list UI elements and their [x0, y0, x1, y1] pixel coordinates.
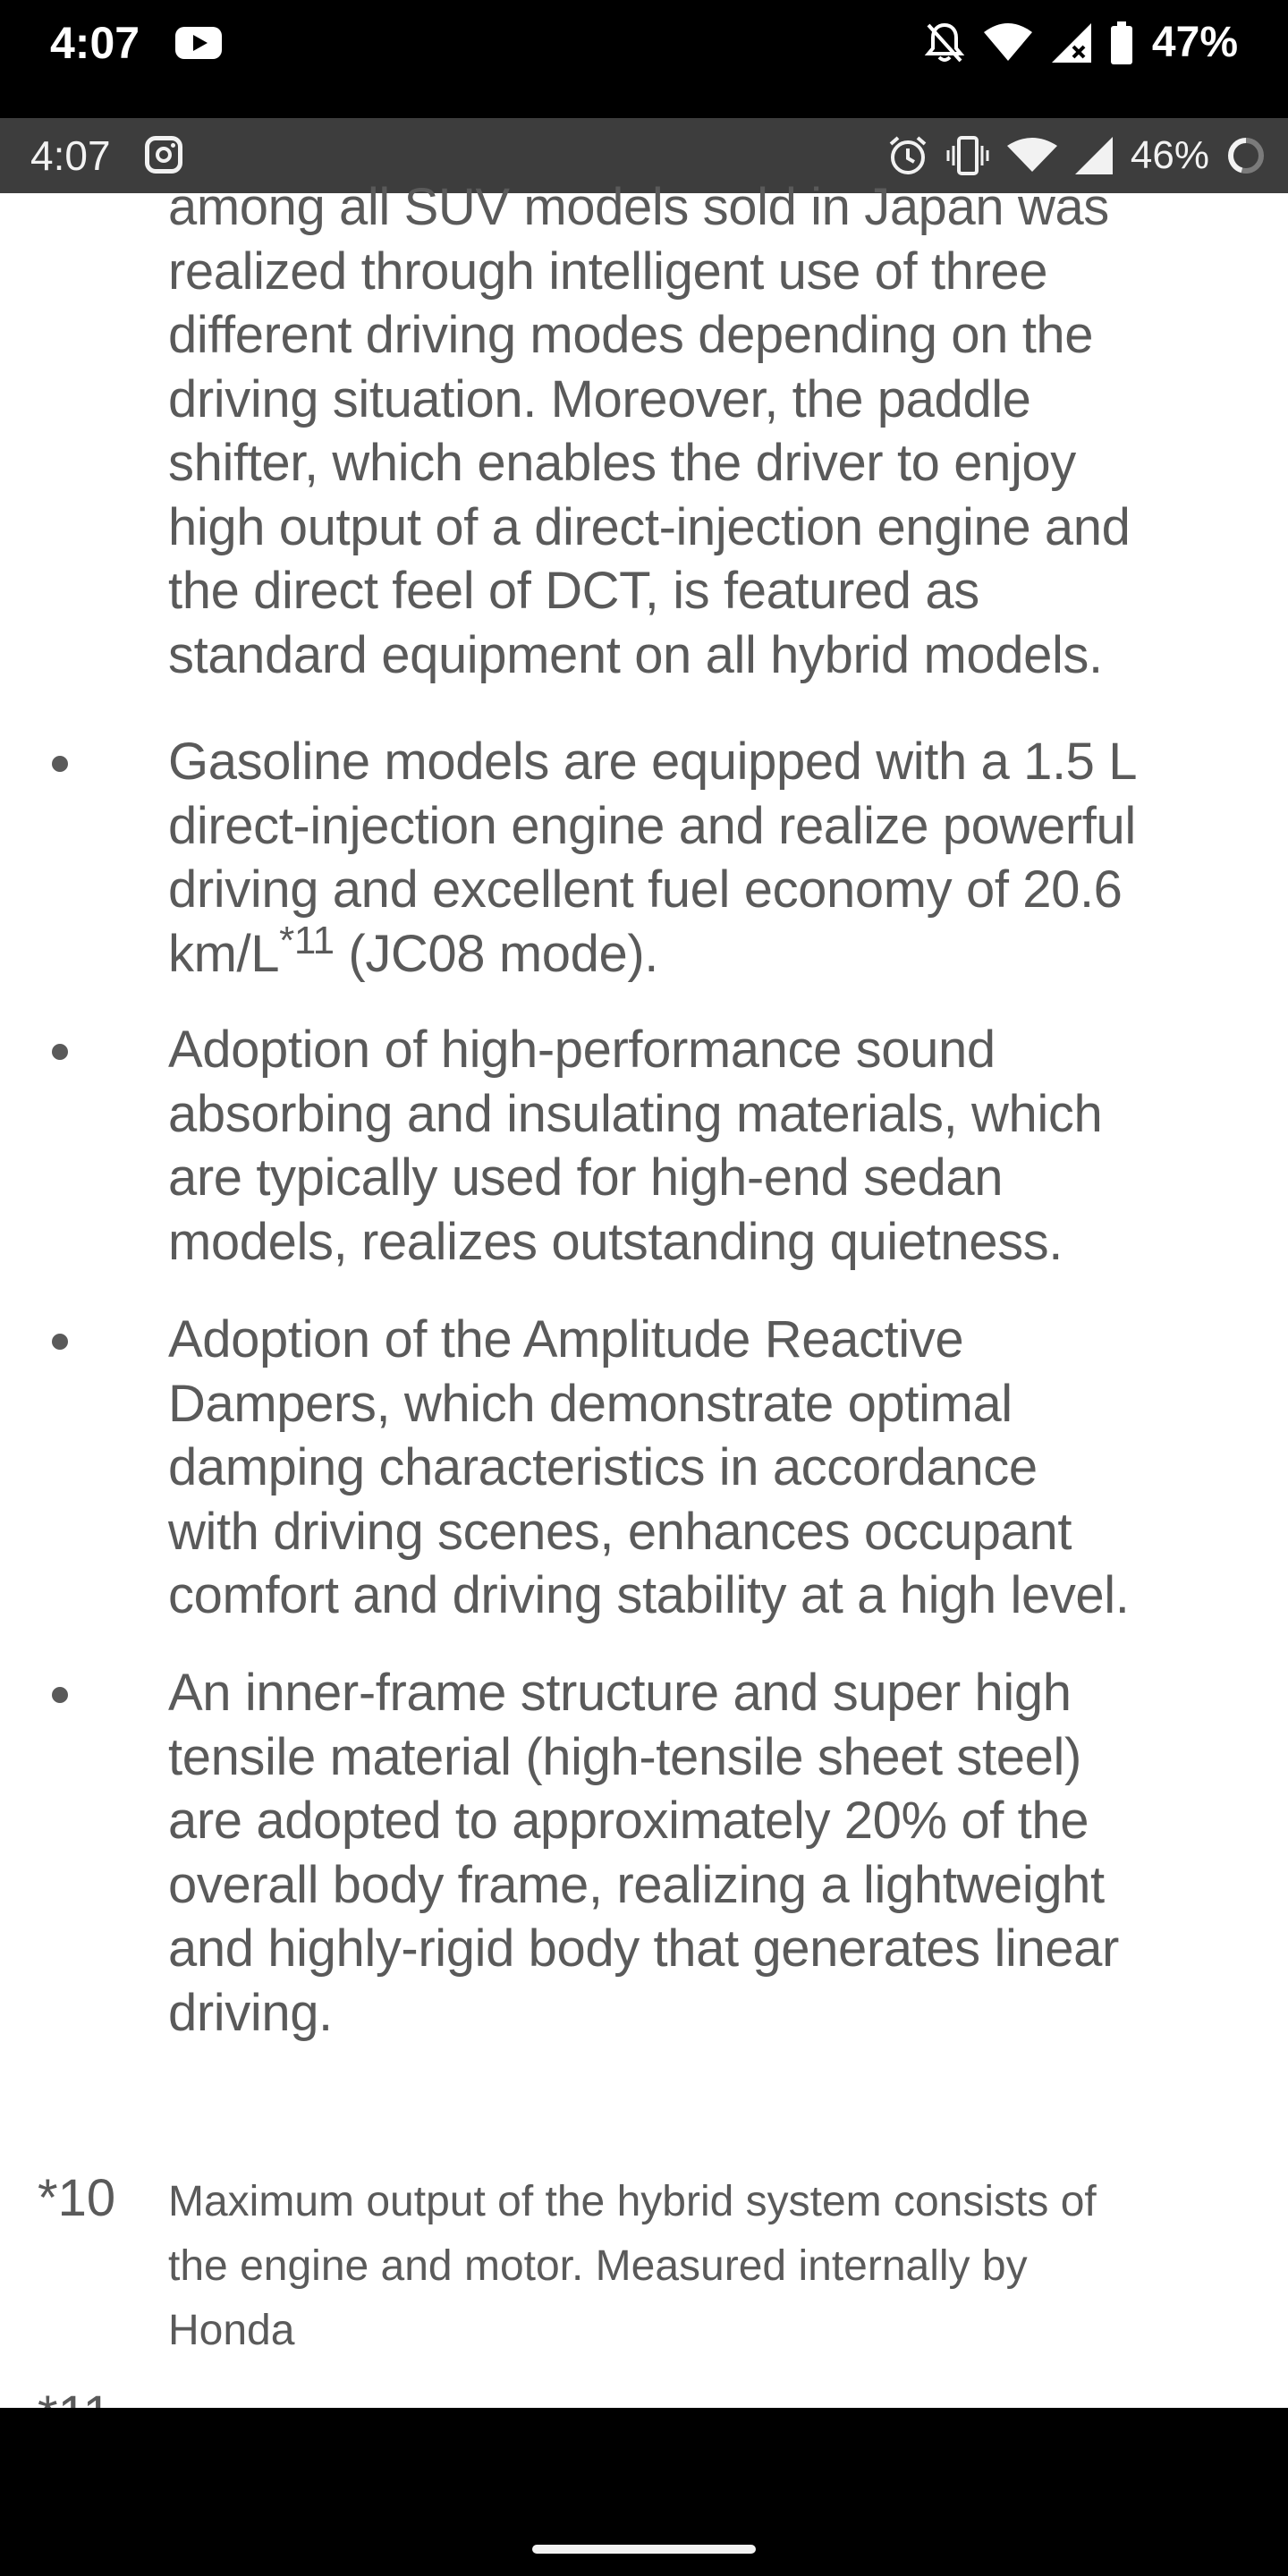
- bullet-line: absorbing and insulating materials, which: [168, 1084, 1103, 1143]
- intro-line: standard equipment on all hybrid models.: [168, 625, 1103, 684]
- battery-ring-icon: [1227, 137, 1265, 174]
- article-content: [0, 178, 1288, 2408]
- status-time: 4:07: [50, 18, 140, 68]
- intro-line: shifter, which enables the driver to enjoy: [168, 434, 1076, 492]
- status-icons: [925, 16, 1238, 70]
- intro-line: realized through intelligent use of three: [168, 242, 1048, 301]
- intro-line: driving situation. Moreover, the paddle: [168, 369, 1031, 428]
- intro-line: different driving modes depending on the: [168, 306, 1094, 364]
- inner-status-icons: [887, 131, 1265, 181]
- intro-line: the direct feel of DCT, is featured as: [168, 562, 979, 620]
- inner-cell-signal-icon: [1075, 137, 1113, 174]
- bullet-line: with driving scenes, enhances occupant: [168, 1502, 1072, 1561]
- bullet-line: tensile material (high-tensile sheet steel): [168, 1727, 1081, 1786]
- notifications-off-icon: [925, 21, 964, 64]
- bullet-item: [168, 730, 1270, 986]
- bullet-line: damping characteristics in accordance: [168, 1438, 1038, 1496]
- youtube-notification-icon: [175, 27, 222, 59]
- footnote-line: Honda: [168, 2307, 295, 2354]
- navigation-bar: [0, 2408, 1288, 2576]
- wifi-icon: [984, 23, 1032, 63]
- battery-percent: 47%: [1151, 19, 1238, 66]
- device-status-bar: [0, 0, 1288, 118]
- bullet-line: Adoption of high-performance sound: [168, 1021, 996, 1079]
- bullet-line: Dampers, which demonstrate optimal: [168, 1374, 1013, 1433]
- instagram-icon: [145, 136, 182, 174]
- bullet-line: An inner-frame structure and super high: [168, 1664, 1072, 1722]
- bullet-item: [168, 1018, 1270, 1274]
- bullet-dot: [52, 756, 68, 772]
- bullet-dot: [52, 1044, 68, 1060]
- bullet-line: are typically used for high-end sedan: [168, 1148, 1004, 1207]
- bullet-item: [168, 1661, 1270, 2045]
- bullet-line: overall body frame, realizing a lightweight: [168, 1855, 1105, 1914]
- footnote-line: the engine and motor. Measured internally by: [168, 2242, 1028, 2290]
- footnote-reference: *11: [279, 918, 335, 962]
- bullet-line: driving.: [168, 1983, 333, 2042]
- bullet-line: are adopted to approximately 20% of the: [168, 1792, 1089, 1850]
- intro-line: high output of a direct-injection engine and: [168, 497, 1131, 556]
- footnote-line: Maximum output of the hybrid system consists of: [168, 2178, 1097, 2225]
- bullet-line: direct-injection engine and realize powerful: [168, 796, 1136, 855]
- bullet-dot: [52, 1334, 68, 1350]
- cell-signal-icon: [1052, 23, 1091, 63]
- bullet-line: (JC08 mode).: [334, 924, 658, 983]
- bullet-dot: [52, 1687, 68, 1703]
- bullet-line: km/L: [168, 924, 280, 983]
- bullet-line: driving and excellent fuel economy of 20.6: [168, 860, 1123, 919]
- inner-battery-percent: 46%: [1130, 133, 1209, 177]
- inner-wifi-icon: [1007, 138, 1057, 174]
- footnote-marker: *10: [38, 2169, 116, 2227]
- battery-icon: [1111, 21, 1132, 64]
- vibrate-icon: [946, 135, 989, 176]
- home-gesture-handle[interactable]: [532, 2545, 756, 2554]
- bullet-line: Gasoline models are equipped with a 1.5 L: [168, 733, 1138, 791]
- bullet-line: Adoption of the Amplitude Reactive: [168, 1310, 964, 1368]
- bullet-item: [168, 1308, 1270, 1628]
- inner-status-time: 4:07: [30, 132, 111, 179]
- footnote-text: [168, 2170, 1241, 2363]
- bullet-line: and highly-rigid body that generates linear: [168, 1919, 1119, 1978]
- intro-line: among all SUV models sold in Japan was: [168, 178, 1109, 236]
- alarm-icon: [887, 135, 928, 176]
- bullet-line: models, realizes outstanding quietness.: [168, 1212, 1063, 1271]
- intro-paragraph: [168, 175, 1270, 687]
- bullet-line: comfort and driving stability at a high level.: [168, 1566, 1130, 1624]
